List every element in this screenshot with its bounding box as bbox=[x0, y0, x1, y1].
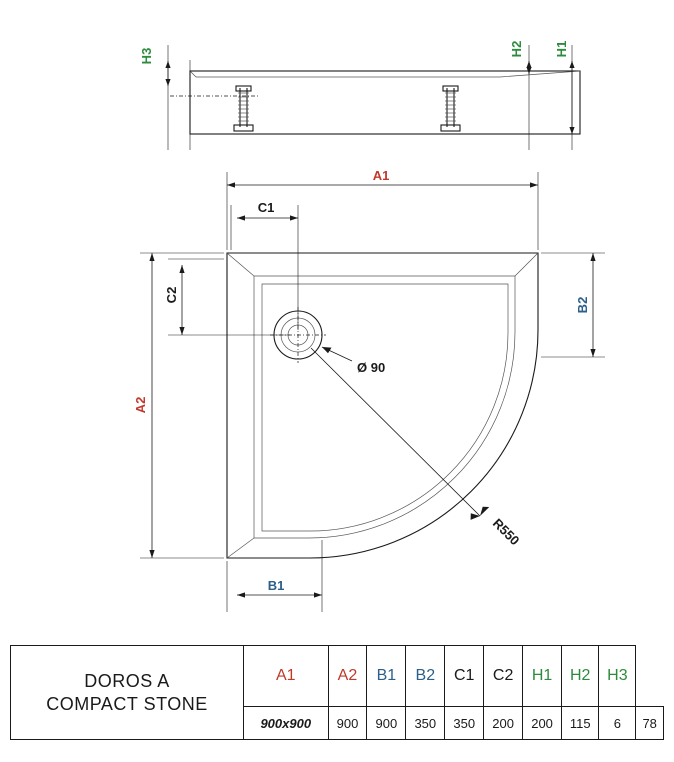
cell-size: 900x900 bbox=[244, 707, 329, 740]
side-elevation-view bbox=[165, 45, 580, 150]
support-leg-right bbox=[441, 86, 460, 131]
label-c2: C2 bbox=[164, 286, 179, 304]
product-name-line1: DOROS A bbox=[84, 671, 170, 691]
specification-table bbox=[10, 645, 664, 740]
cell-b1: 350 bbox=[406, 707, 445, 740]
product-name-cell bbox=[11, 646, 244, 740]
label-h2: H2 bbox=[509, 40, 524, 58]
label-a1: A1 bbox=[372, 168, 390, 183]
cell-h2: 6 bbox=[599, 707, 636, 740]
cell-b2: 350 bbox=[445, 707, 484, 740]
header-a1: A1 bbox=[244, 646, 329, 707]
plan-view bbox=[140, 172, 605, 612]
header-c2: C2 bbox=[484, 646, 523, 707]
cell-h3: 78 bbox=[636, 707, 664, 740]
cell-c2: 200 bbox=[523, 707, 562, 740]
cell-h1: 115 bbox=[562, 707, 599, 740]
header-a2: A2 bbox=[328, 646, 367, 707]
label-a2: A2 bbox=[133, 396, 148, 414]
table-header-row bbox=[11, 646, 664, 707]
support-leg-left bbox=[234, 86, 253, 131]
header-c1: C1 bbox=[445, 646, 484, 707]
header-b1: B1 bbox=[367, 646, 406, 707]
label-c1: C1 bbox=[257, 200, 275, 215]
label-drain-diameter: Ø 90 bbox=[357, 360, 386, 375]
label-radius: R550 bbox=[489, 515, 523, 549]
header-h3: H3 bbox=[599, 646, 636, 707]
label-b2: B2 bbox=[575, 296, 590, 314]
header-h1: H1 bbox=[523, 646, 562, 707]
header-b2: B2 bbox=[406, 646, 445, 707]
label-b1: B1 bbox=[267, 578, 285, 593]
label-h3: H3 bbox=[139, 47, 154, 65]
header-h2: H2 bbox=[562, 646, 599, 707]
product-name-line2: COMPACT STONE bbox=[46, 693, 208, 714]
cell-a2: 900 bbox=[367, 707, 406, 740]
label-h1: H1 bbox=[554, 40, 569, 58]
cell-a1: 900 bbox=[328, 707, 367, 740]
cell-c1: 200 bbox=[484, 707, 523, 740]
